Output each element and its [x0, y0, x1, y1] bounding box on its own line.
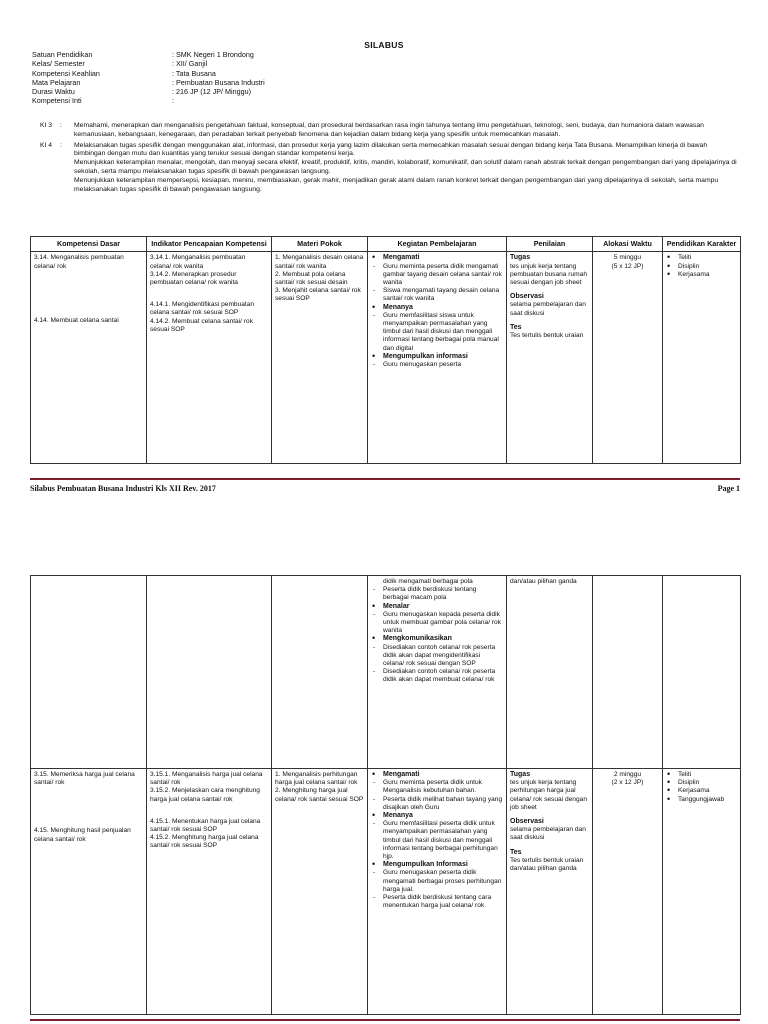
cell-ipk	[147, 252, 272, 464]
kd-item: 3.14. Menganalisis pembuatan celana/ rok	[34, 254, 124, 270]
kd-item: 3.15. Memeriksa harga jual celana santai/ rok	[34, 771, 135, 787]
cell-kegiatan	[368, 769, 507, 1015]
meta-value: : Tata Busana	[172, 68, 216, 78]
kegiatan-list	[371, 771, 503, 910]
list-item: • Mengkomunikasikan	[371, 635, 503, 643]
ipk-item: 4.14.1. Mengidentifikasi pembuatan celana santai/ rok sesuai SOP	[150, 301, 255, 317]
list-item: - Siswa mengamati tayang desain celana santai/ rok wanita	[371, 287, 503, 303]
cell-ipk	[147, 769, 272, 1015]
karakter-list	[666, 771, 737, 804]
meta-row	[32, 78, 265, 87]
cell-alokasi	[593, 769, 663, 1015]
cell-kegiatan	[368, 252, 507, 464]
cell-materi	[272, 252, 368, 464]
syllabus-meta	[32, 50, 265, 106]
meta-row	[32, 59, 265, 68]
list-item: • Disiplin	[666, 263, 737, 271]
cell-alokasi	[593, 576, 663, 769]
list-item: - Guru menugaskan peserta	[371, 361, 503, 369]
meta-row	[32, 69, 265, 78]
table-row	[31, 576, 741, 769]
list-item: - Guru meminta peserta didik untuk Menganalisis kebutuhan bahan.	[371, 779, 503, 795]
ki-paragraph: Melaksanakan tugas spesifik dengan menggunakan alat, informasi, dan prosedur kerja yang lazim dilakukan serta memecahkan masalah sesuai dengan bidang kerja Tata Busana. Menampilkan kinerja di bawah bimbingan dengan mutu dan kuantitas yang terukur sesuai dengan standar kompetensi kerja.	[74, 141, 708, 158]
meta-row	[32, 50, 265, 59]
ipk-item: 4.15.1. Menentukan harga jual celana santai/ rok sesuai SOP	[150, 817, 261, 834]
page-gap	[0, 505, 768, 575]
list-item: • Kerjasama	[666, 271, 737, 279]
list-item: - Guru memfasilitasi siswa untuk menyampaikan permasalahan yang timbul dari hasil diskusi dan menggali informasi tentang berbagai pola manual dan digital	[371, 312, 503, 353]
materi-item: 1. Menganalisis desain celana santai/ rok wanita	[275, 254, 364, 270]
ipk-item: 3.14.2. Menerapkan prosedur pembuatan celana/ rok wanita	[150, 270, 238, 287]
cell-materi	[272, 576, 368, 769]
penilaian-text: tes unjuk kerja tentang perhitungan harga jual celana/ rok sesuai dengan job sheet	[510, 779, 587, 811]
list-item: • Kerjasama	[666, 787, 737, 795]
cell-penilaian	[507, 252, 593, 464]
penilaian-heading: Observasi	[510, 293, 544, 301]
meta-label: Durasi Waktu	[32, 87, 75, 97]
table-header-row	[31, 237, 741, 252]
penilaian-heading: Tugas	[510, 771, 531, 778]
ki-code: KI 3	[40, 122, 53, 129]
penilaian-heading: Tes	[510, 848, 522, 856]
kegiatan-list	[371, 254, 503, 369]
list-item: • Menalar	[371, 603, 503, 611]
alokasi-jp: (2 x 12 JP)	[611, 779, 644, 787]
list-item: - Disediakan contoh celana/ rok peserta didik akan dapat membuat celana/ rok	[371, 668, 503, 684]
list-item: • Teliti	[666, 254, 737, 262]
page-1	[0, 0, 768, 505]
list-item: - Guru meminta peserta didik mengamati gambar tayang desain celana santai/ rok wanita	[371, 263, 503, 288]
penilaian-text: dan/atau pilihan ganda	[510, 578, 577, 585]
list-item: • Mengumpulkan informasi	[371, 353, 503, 361]
ki-text	[74, 142, 738, 195]
penilaian-heading: Tugas	[510, 254, 531, 262]
kegiatan-list	[371, 578, 503, 685]
footer-title: Silabus Pembuatan Busana Industri Kls XII Rev. 2017	[30, 484, 216, 493]
ki-text	[74, 122, 738, 140]
header-alokasi-waktu: Alokasi Waktu	[593, 237, 663, 252]
meta-label: Kompetensi Keahlian	[32, 68, 100, 78]
meta-value: : SMK Negeri 1 Brondong	[172, 50, 254, 59]
list-item: - Guru memfasilitasi peserta didik untuk menyampaikan permasalahan yang timbul dari hasil diskusi dan menggali informasi tentang berbagai perhitungan hjp.	[371, 820, 503, 861]
ki-4	[32, 142, 738, 195]
penilaian-text: selama pembelajaran dan saat diskusi	[510, 301, 586, 317]
alokasi-weeks: 5 minggu	[613, 254, 642, 262]
list-item: - Peserta didik melihat bahan tayang yang disajikan oleh Guru	[371, 796, 503, 812]
header-pendidikan-karakter: Pendidikan Karakter	[663, 237, 741, 252]
cell-ipk	[147, 576, 272, 769]
meta-row	[32, 96, 265, 105]
cell-karakter	[663, 576, 741, 769]
cell-alokasi	[593, 252, 663, 464]
ipk-item: 4.14.2. Membuat celana santai/ rok sesuai SOP	[150, 317, 253, 333]
cell-kegiatan	[368, 576, 507, 769]
materi-item: 1. Menganalisis perhitungan harga jual celana santai/ rok	[275, 771, 358, 787]
list-item: didik mengamati berbagai pola	[383, 578, 473, 585]
ki-colon: :	[60, 141, 62, 149]
header-penilaian: Penilaian	[507, 237, 593, 252]
meta-row	[32, 87, 265, 96]
cell-penilaian	[507, 576, 593, 769]
meta-label: Satuan Pendidikan	[32, 50, 93, 59]
kd-item: 4.15. Menghitung hasil penjualan celana santai/ rok	[34, 827, 131, 843]
cell-kd	[31, 576, 147, 769]
penilaian-heading: Tes	[510, 323, 522, 331]
ki-colon: :	[60, 122, 62, 129]
ipk-item: 3.14.1. Menganalisis pembuatan celana/ rok wanita	[150, 254, 246, 270]
kompetensi-inti	[32, 122, 738, 194]
alokasi-weeks: 2 minggu	[613, 771, 642, 778]
materi-item: 3. Menjahit celana santai/ rok sesuai SOP	[275, 287, 361, 303]
meta-value: :	[172, 96, 174, 106]
ki-code: KI 4	[40, 141, 53, 149]
meta-label: Kompetensi Inti	[32, 96, 82, 106]
cell-kd	[31, 252, 147, 464]
cell-karakter	[663, 769, 741, 1015]
cell-kd	[31, 769, 147, 1015]
header-kegiatan: Kegiatan Pembelajaran	[368, 237, 507, 252]
penilaian-text: Tes tertulis bentuk uraian	[510, 332, 584, 340]
header-materi-pokok: Materi Pokok	[272, 237, 368, 252]
page-2	[0, 575, 768, 1024]
meta-value: : Pembuatan Busana Industri	[172, 77, 265, 87]
page-footer	[30, 478, 740, 493]
list-item: • Mengumpulkan Informasi	[371, 861, 503, 869]
materi-item: 2. Menghitung harga jual celana/ rok santai sesuai SOP	[275, 787, 364, 803]
meta-value: : 216 JP (12 JP/ Minggu)	[172, 87, 251, 97]
list-item: • Teliti	[666, 771, 737, 779]
list-item: • Menanya	[371, 812, 503, 820]
alokasi-jp: (5 x 12 JP)	[611, 262, 644, 270]
list-item: - Guru menugaskan peserta didik mengamati berbagai proses perhitungan harga jual.	[371, 869, 503, 894]
materi-item: 2. Membuat pola celana santai/ rok sesuai desain	[275, 270, 348, 287]
syllabus-table-page-2	[30, 575, 741, 1015]
ipk-item: 3.15.2. Menjelaskan cara menghitung harga jual celana santai/ rok	[150, 787, 260, 803]
ki-3	[32, 122, 738, 140]
list-item: • Disiplin	[666, 779, 737, 787]
list-item: - Peserta didik berdiskusi tentang cara menentukan harga jual celana/ rok	[371, 894, 503, 910]
list-item: - Disediakan contoh celana/ rok peserta didik akan dapat mengidentifikasi celana/ rok sesuai dengan SOP	[371, 644, 503, 669]
header-indikator: Indikator Pencapaian Kompetensi	[147, 237, 272, 252]
list-item: • Mengamati	[371, 254, 503, 262]
list-item: • Menanya	[371, 304, 503, 312]
list-item: - Peserta didik berdiskusi tentang berbagai macam pola	[371, 586, 503, 602]
karakter-list	[666, 254, 737, 279]
kd-item: 4.14. Membuat celana santai	[34, 316, 119, 324]
ki-paragraph: Menunjukkan keterampilan mempersepsi, kesiapan, meniru, membiasakan, gerak mahir, menjadikan gerak alami dalam ranah konkret terkait dengan pengembangan dari yang dipelajarinya di sekolah, serta mampu melaksanakan tugas spesifik di bawah pengawasan langsung.	[74, 176, 719, 193]
list-item: - Guru menugaskan kepada peserta didik untuk membuat gambar pola celana/ rok wanita	[371, 611, 503, 636]
syllabus-table-page-1	[30, 236, 741, 464]
ipk-item: 3.15.1. Menganalisis harga jual celana santai/ rok	[150, 771, 263, 787]
ipk-item: 4.15.2. Menghitung harga jual celana santai/ rok sesuai SOP	[150, 834, 259, 850]
meta-label: Kelas/ Semester	[32, 59, 85, 69]
cell-materi	[272, 769, 368, 1015]
document-title: SILABUS	[364, 40, 404, 50]
cell-penilaian	[507, 769, 593, 1015]
page-bottom-rule	[30, 1019, 740, 1021]
ki-paragraph: Menunjukkan keterampilan menalar, mengolah, dan menyaji secara efektif, kreatif, produktif, kritis, mandiri, kolaboratif, komunikatif, dan solutif dalam ranah abstrak terkait dengan pengembangan dari yang dipelajarinya di sekolah, serta mampu melaksanakan tugas spesifik di bawah pengawasan langsung.	[74, 159, 737, 175]
list-item: • Tanggungjawab	[666, 796, 737, 804]
meta-value: : XII/ Ganjil	[172, 59, 208, 69]
penilaian-text: tes unjuk kerja tentang pembuatan busana rumah sesuai dengan job sheet	[510, 262, 587, 287]
meta-label: Mata Pelajaran	[32, 77, 81, 87]
list-item: • Mengamati	[371, 771, 503, 779]
penilaian-text: selama pembelajaran dan saat diskusi	[510, 826, 586, 842]
penilaian-text: Tes tertulis bentuk uraian dan/atau pilihan ganda	[510, 856, 584, 873]
table-row	[31, 769, 741, 1015]
header-kompetensi-dasar: Kompetensi Dasar	[31, 237, 147, 252]
table-row	[31, 252, 741, 464]
ki-paragraph: Memahami, menerapkan dan menganalisis pengetahuan faktual, konseptual, dan prosedural berdasarkan rasa ingin tahunya tentang ilmu pengetahuan, teknologi, seni, budaya, dan humaniora dalam wawasan kemanusiaan, kebangsaan, kenegaraan, dan peradaban terkait penyebab fenomena dan kejadian dalam bidang kerja yang spesifik untuk memecahkan masalah.	[74, 122, 704, 138]
cell-karakter	[663, 252, 741, 464]
footer-page-number: Page 1	[717, 484, 740, 493]
penilaian-heading: Observasi	[510, 818, 544, 826]
